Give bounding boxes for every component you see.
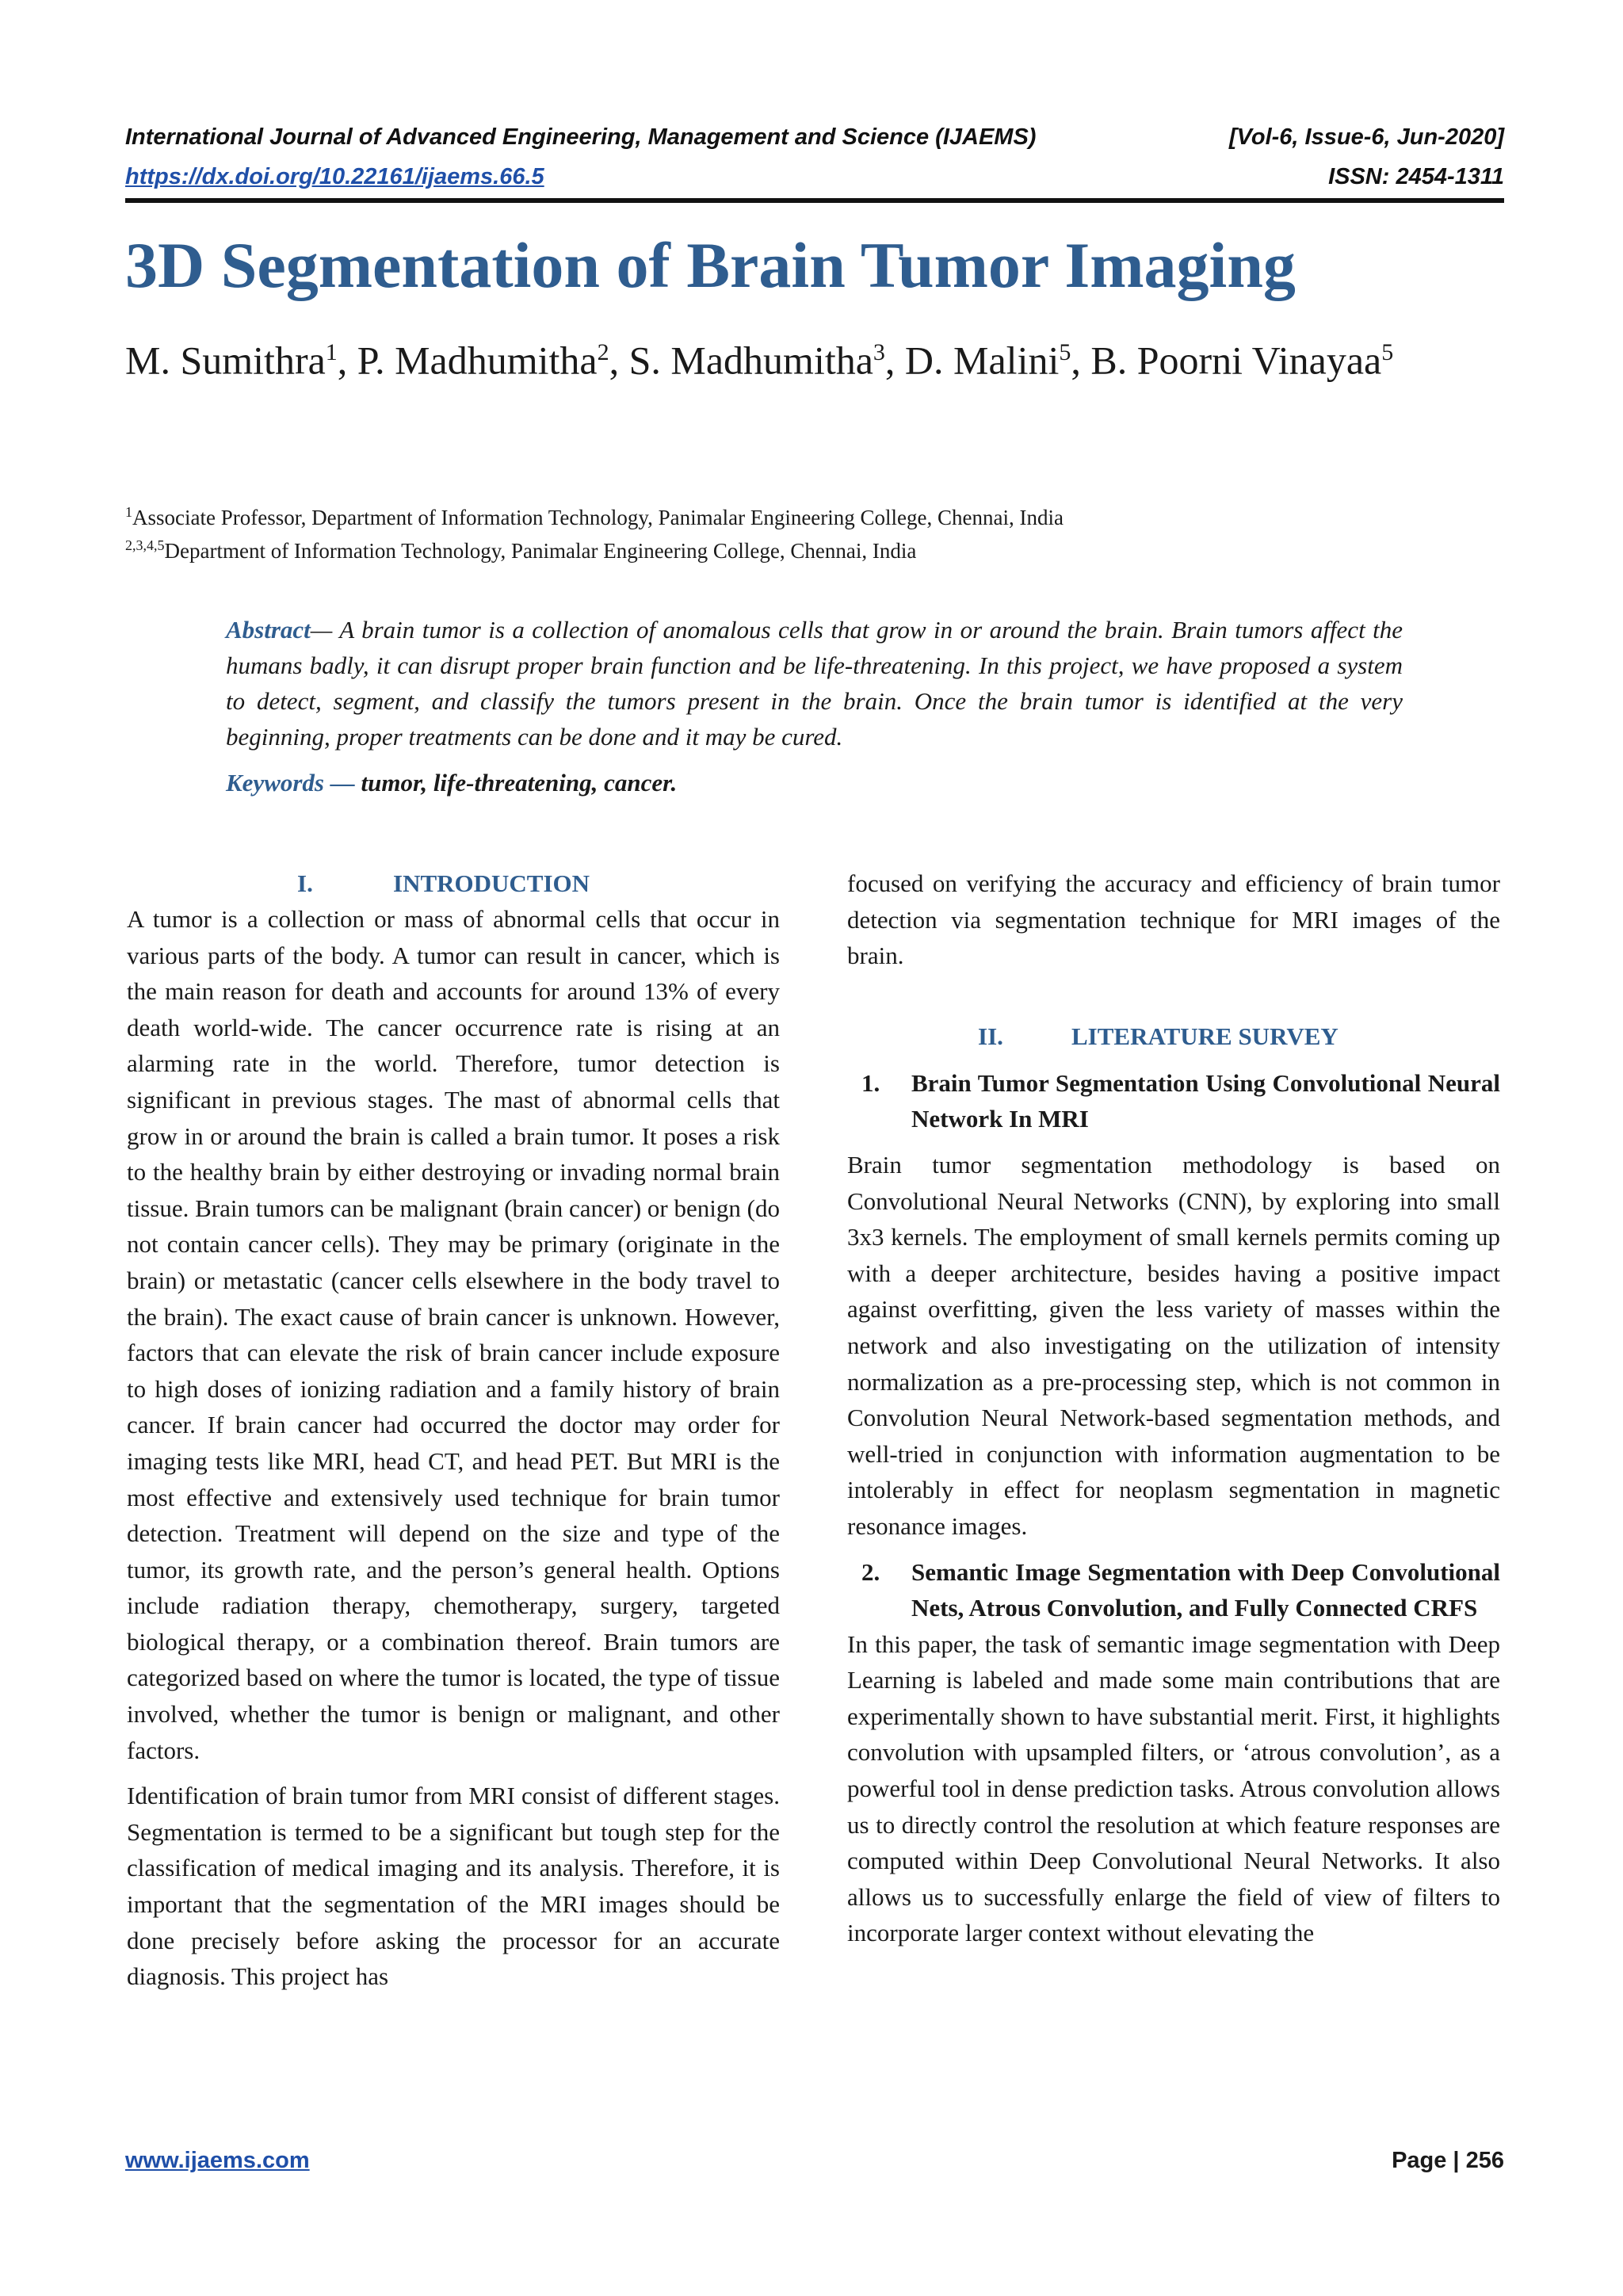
affiliation-2 xyxy=(125,537,916,563)
section-number: I. xyxy=(297,869,313,897)
abstract-text: — A brain tumor is a collection of anomalous cells that grow in or around the brain. Brain tumors affect the humans badly, it can disrupt proper brain function and be life-threatening. In this project, we have proposed a system to detect, segment, and classify the tumors present in the brain. Once the brain tumor is identified at the very beginning, proper treatments can be done and it may be cured. xyxy=(226,616,1403,751)
keywords xyxy=(226,769,677,797)
issn: ISSN: 2454-1311 xyxy=(1328,164,1504,189)
volume-info: [Vol-6, Issue-6, Jun-2020] xyxy=(1228,124,1504,150)
abstract xyxy=(226,612,1403,755)
author-sup: 1 xyxy=(325,339,338,365)
affiliation-text: Associate Professor, Department of Information Technology, Panimalar Engineering College, Chennai, India xyxy=(132,506,1064,529)
section-title: INTRODUCTION xyxy=(393,869,590,897)
subsection-heading-1 xyxy=(847,1065,1500,1137)
section-heading-introduction xyxy=(127,865,780,901)
subsection-title: Semantic Image Segmentation with Deep Convolutional Nets, Atrous Convolution, and Fully Connected CRFS xyxy=(911,1557,1500,1622)
intro-paragraph-2-cont: focused on verifying the accuracy and efficiency of brain tumor detection via segmentation technique for MRI images of the brain. xyxy=(847,869,1500,970)
intro-paragraph-2: Identification of brain tumor from MRI consist of different stages. Segmentation is termed to be a significant but tough step for the classification of medical imaging and its analysis. Therefore, it is important that the segmentation of the MRI images should be done precisely before asking the processor for an accurate diagnosis. This project has xyxy=(127,1782,780,1991)
section-title: LITERATURE SURVEY xyxy=(1071,1022,1338,1050)
affiliation-sup: 2,3,4,5 xyxy=(125,537,165,553)
author-name: D. Malini xyxy=(904,338,1060,383)
affiliation-sup: 1 xyxy=(125,504,132,520)
affiliation-text: Department of Information Technology, Panimalar Engineering College, Chennai, India xyxy=(164,539,917,563)
abstract-label: Abstract xyxy=(226,616,311,644)
author-name: S. Madhumitha xyxy=(628,338,873,383)
subsection-title: Brain Tumor Segmentation Using Convolutional Neural Network In MRI xyxy=(911,1068,1500,1133)
subsection-number: 2. xyxy=(861,1557,880,1586)
author-list: M. Sumithra$^1$, P. Madhumitha$^2$, S. Madhumitha$^3$, D. Malini$^5$, B. Poorni Vinayaa$^5$ xyxy=(125,338,1394,383)
journal-name: International Journal of Advanced Engineering, Management and Science (IJAEMS) xyxy=(125,124,1037,150)
section-number: II. xyxy=(978,1022,1003,1050)
subsection-2-text: In this paper, the task of semantic image segmentation with Deep Learning is labeled and made some main contributions that are experimentally shown to have substantial merit. First, it highlights convolution with upsampled filters, or ‘atrous convolution’, as a powerful tool in dense prediction tasks. Atrous convolution allows us to directly control the resolution at which feature responses are computed within Deep Convolutional Neural Networks. It also allows us to successfully enlarge the field of view of filters to incorporate larger context without elevating the xyxy=(847,1629,1500,1947)
affiliation-1 xyxy=(125,504,1064,530)
author-sup: 2 xyxy=(597,339,609,365)
footer-site-link[interactable]: www.ijaems.com xyxy=(125,2148,310,2173)
intro-paragraph-1: A tumor is a collection or mass of abnormal cells that occur in various parts of the body. A tumor can result in cancer, which is the main reason for death and accounts for around 13% of every death world-wide. The cancer occurrence rate is rising at an alarming rate in the world. Therefore, tumor detection is significant in previous stages. The mast of abnormal cells that grow in or around the brain is called a brain tumor. It poses a risk to the healthy brain by either destroying or invading normal brain tissue. Brain tumors can be malignant (brain cancer) or benign (do not contain cancer cells). They may be primary (originate in the brain) or metastatic (cancer cells elsewhere in the body travel to the brain). The exact cause of brain cancer is unknown. However, factors that can elevate the risk of brain cancer include exposure to high doses of ionizing radiation and a family history of brain cancer. If brain cancer had occurred the doctor may order for imaging tests like MRI, head CT, and head PET. But MRI is the most effective and extensively used technique for brain tumor detection. Treatment will depend on the size and type of the tumor, its growth rate, and the person’s general health. Options include radiation therapy, chemotherapy, surgery, targeted biological therapy, or a combination thereof. Brain tumors are categorized based on where the tumor is located, the type of tissue involved, whether the tumor is benign or malignant, and other factors. xyxy=(127,905,780,1764)
keywords-separator: — xyxy=(324,769,361,797)
keywords-text: tumor, life-threatening, cancer. xyxy=(361,769,678,797)
right-column xyxy=(847,865,1500,1951)
author-sup: 5 xyxy=(1381,339,1394,365)
author-name: B. Poorni Vinayaa xyxy=(1090,338,1382,383)
subsection-1-text: Brain tumor segmentation methodology is based on Convolutional Neural Networks (CNN), by exploring into small 3x3 kernels. The employment of small kernels permits coming up with a deeper architecture, besides having a positive impact against overfitting, given the less variety of masses within the network and also investigating on the utilization of intensity normalization as a pre-processing step, which is not common in Convolution Neural Network-based segmentation methods, and well-tried in conjunction with information augmentation to be intolerably in effect for neoplasm segmentation in magnetic resonance images. xyxy=(847,1150,1500,1540)
author-sup: 3 xyxy=(873,339,885,365)
author-sup: 5 xyxy=(1059,339,1071,365)
author-name: M. Sumithra xyxy=(125,338,326,383)
keywords-label: Keywords xyxy=(226,769,324,797)
author-name: P. Madhumitha xyxy=(357,338,598,383)
subsection-number: 1. xyxy=(861,1068,880,1097)
header-divider xyxy=(125,198,1504,203)
section-heading-literature-survey xyxy=(847,1018,1500,1054)
subsection-heading-2 xyxy=(847,1554,1500,1626)
paper-title: 3D Segmentation of Brain Tumor Imaging xyxy=(125,229,1296,301)
page-number: Page | 256 xyxy=(1392,2148,1504,2173)
left-column xyxy=(127,865,780,1995)
doi-link[interactable]: https://dx.doi.org/10.22161/ijaems.66.5 xyxy=(125,164,544,189)
